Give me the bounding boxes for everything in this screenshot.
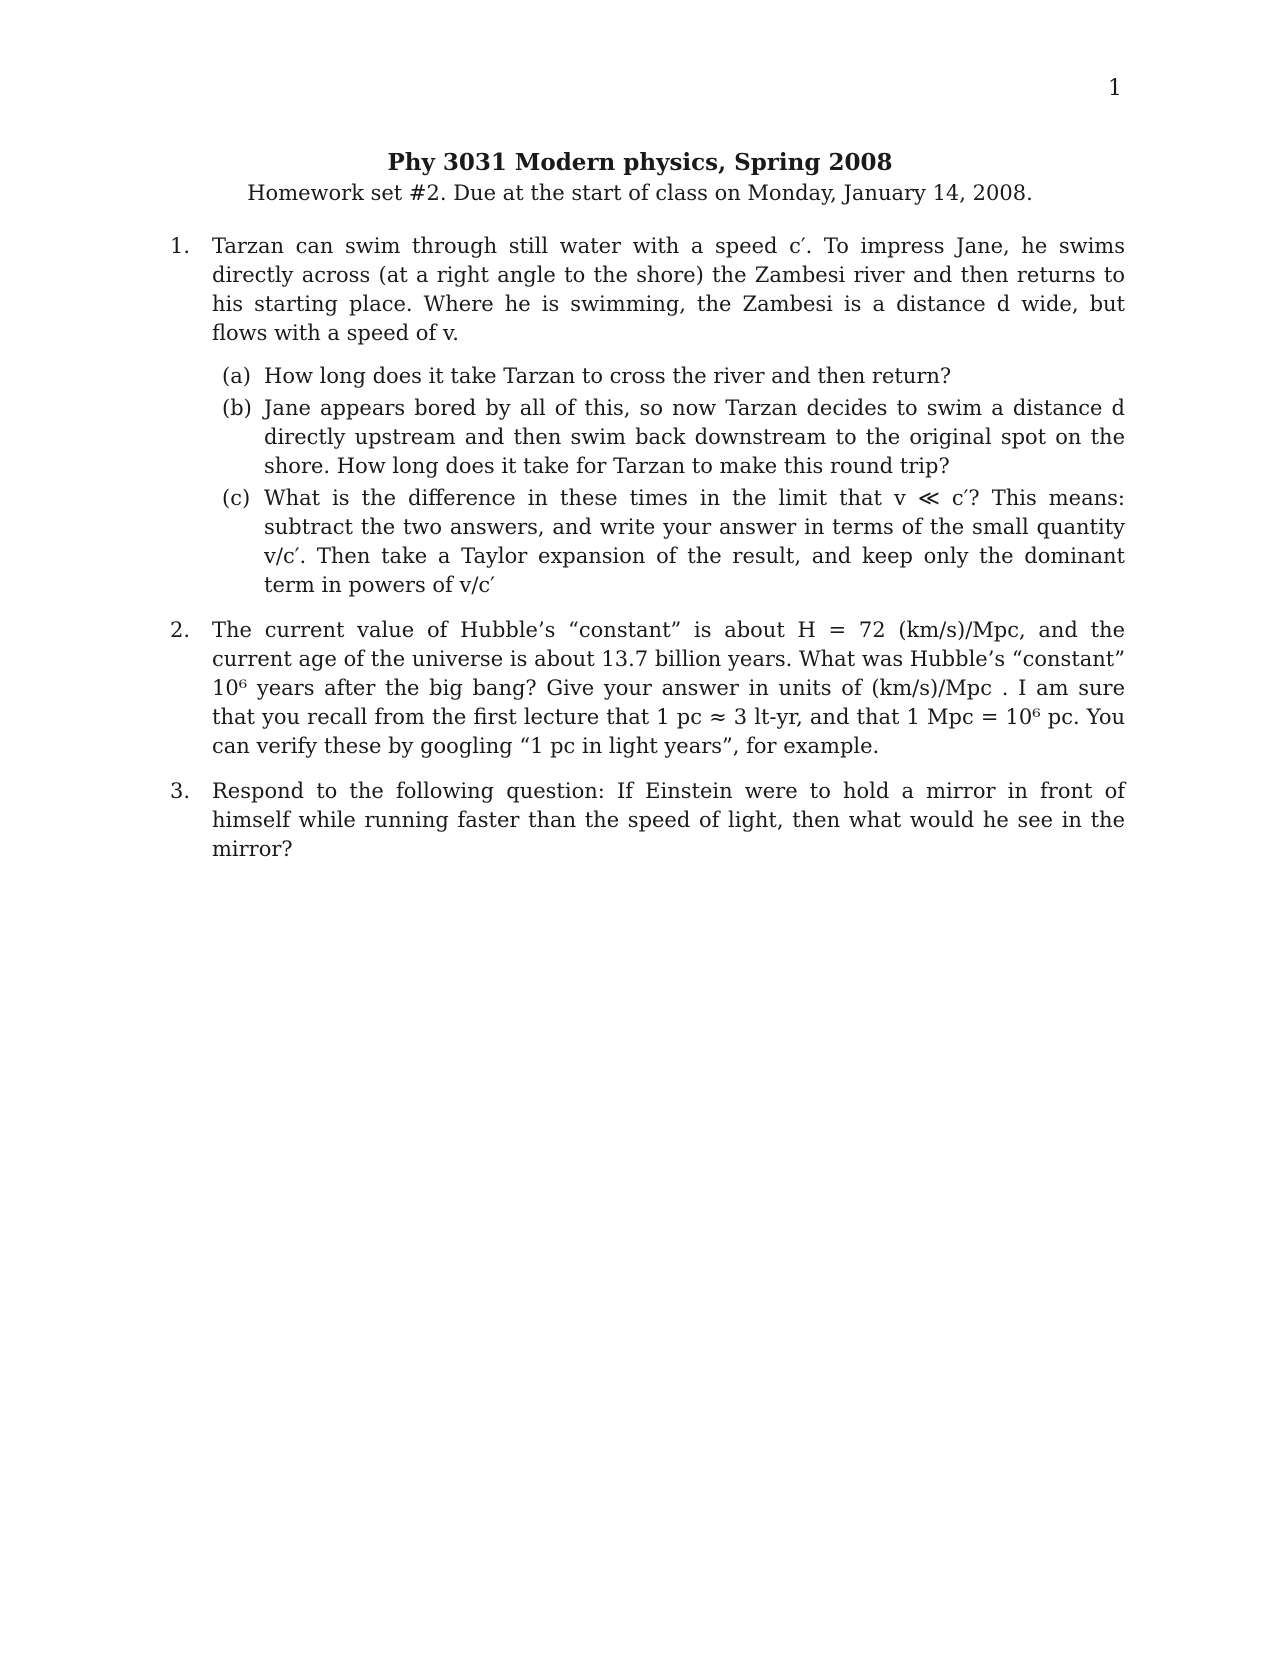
- problem-list: [170, 232, 1125, 880]
- subpart-label: (b): [222, 396, 252, 420]
- problem-text: Respond to the following question: If Einstein were to hold a mirror in front of himself while running faster than the speed of light, then what would he see in the mirror?: [212, 779, 1125, 861]
- problem-number: 2.: [170, 618, 191, 642]
- document-header: [160, 148, 1120, 208]
- document-subtitle: Homework set #2. Due at the start of class on Monday, January 14, 2008.: [247, 181, 1033, 205]
- subpart-text: Jane appears bored by all of this, so now Tarzan decides to swim a distance d directly upstream and then swim back downstream to the original spot on the shore. How long does it take for Tarzan to make this round trip?: [264, 396, 1125, 478]
- subpart-list: [212, 362, 1125, 600]
- subpart-text: How long does it take Tarzan to cross the river and then return?: [264, 364, 952, 388]
- problem-2: [170, 616, 1125, 761]
- problem-3: [170, 777, 1125, 864]
- problem-number: 1.: [170, 234, 191, 258]
- document-title: Phy 3031 Modern physics, Spring 2008: [387, 149, 893, 176]
- problem-1: [170, 232, 1125, 600]
- subpart-label: (c): [222, 486, 251, 510]
- page-number: 1: [1108, 76, 1122, 101]
- problem-text: Tarzan can swim through still water with a speed c′. To impress Jane, he swims directly across (at a right angle to the shore) the Zambesi river and then returns to his starting place. Where he is swimming, the Zambesi is a distance d wide, but flows with a speed of v.: [212, 234, 1125, 345]
- subpart-b: [212, 394, 1125, 481]
- subpart-text: What is the difference in these times in the limit that v ≪ c′? This means: subtract the two answers, and write your answer in terms of the small quantity v/c′. Then take a Taylor expansion of the result, and keep only the dominant term in powers of v/c′: [264, 486, 1125, 597]
- problem-text: The current value of Hubble’s “constant” is about H = 72 (km/s)/Mpc, and the current age of the universe is about 13.7 billion years. What was Hubble’s “constant” 10⁶ years after the big bang? Give your answer in units of (km/s)/Mpc . I am sure that you recall from the first lecture that 1 pc ≈ 3 lt-yr, and that 1 Mpc = 10⁶ pc. You can verify these by googling “1 pc in light years”, for example.: [212, 618, 1125, 758]
- subpart-label: (a): [222, 364, 251, 388]
- subpart-a: [212, 362, 1125, 391]
- problem-number: 3.: [170, 779, 191, 803]
- subpart-c: [212, 484, 1125, 600]
